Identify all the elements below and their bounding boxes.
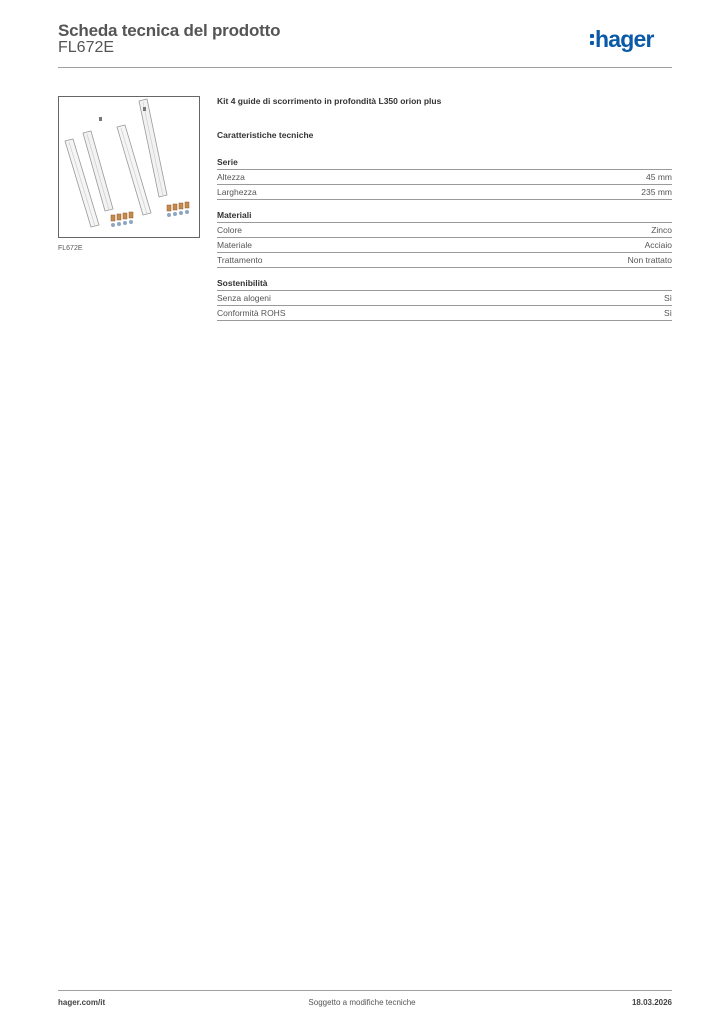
footer-notice: Soggetto a modifiche tecniche [308, 998, 416, 1007]
spec-label: Conformità ROHS [217, 308, 286, 318]
spec-value: 235 mm [641, 187, 672, 197]
spec-value: Zinco [651, 225, 672, 235]
spec-label: Altezza [217, 172, 245, 182]
spec-value: Sì [663, 293, 672, 303]
spec-row [217, 253, 672, 268]
spec-label: Senza alogeni [217, 293, 271, 303]
page-title: Scheda tecnica del prodotto [58, 21, 281, 40]
slide-rails-illustration [59, 97, 199, 237]
spec-value: Non trattato [627, 255, 672, 265]
spec-value: Acciaio [644, 240, 672, 250]
logo-text: hager [595, 26, 654, 52]
spec-row [217, 291, 672, 306]
group-title: Materiali [217, 208, 672, 223]
spec-row [217, 306, 672, 321]
spec-row [217, 185, 672, 200]
group-sostenibilita [217, 276, 672, 321]
spec-row [217, 170, 672, 185]
spec-row [217, 223, 672, 238]
footer-date: 18.03.2026 [631, 998, 672, 1007]
group-title: Sostenibilità [217, 276, 672, 291]
section-title: Caratteristiche tecniche [217, 130, 314, 140]
spec-label: Colore [217, 225, 243, 235]
spec-label: Materiale [217, 240, 252, 250]
spec-label: Larghezza [217, 187, 257, 197]
product-image [58, 96, 200, 238]
product-description: Kit 4 guide di scorrimento in profondità L350 orion plus [217, 96, 442, 106]
spec-value: Sì [663, 308, 672, 318]
group-materiali [217, 208, 672, 268]
footer-website-link[interactable]: hager.com/it [58, 998, 106, 1007]
spec-row [217, 238, 672, 253]
spec-label: Trattamento [217, 255, 263, 265]
logo-dots-icon [590, 34, 594, 45]
product-code-subtitle: FL672E [58, 39, 115, 56]
group-title: Serie [217, 155, 672, 170]
group-serie [217, 155, 672, 200]
image-caption: FL672E [58, 245, 83, 252]
header-divider [58, 67, 672, 68]
footer-divider [58, 990, 672, 991]
hager-logo[interactable] [590, 26, 654, 52]
spec-value: 45 mm [646, 172, 672, 182]
